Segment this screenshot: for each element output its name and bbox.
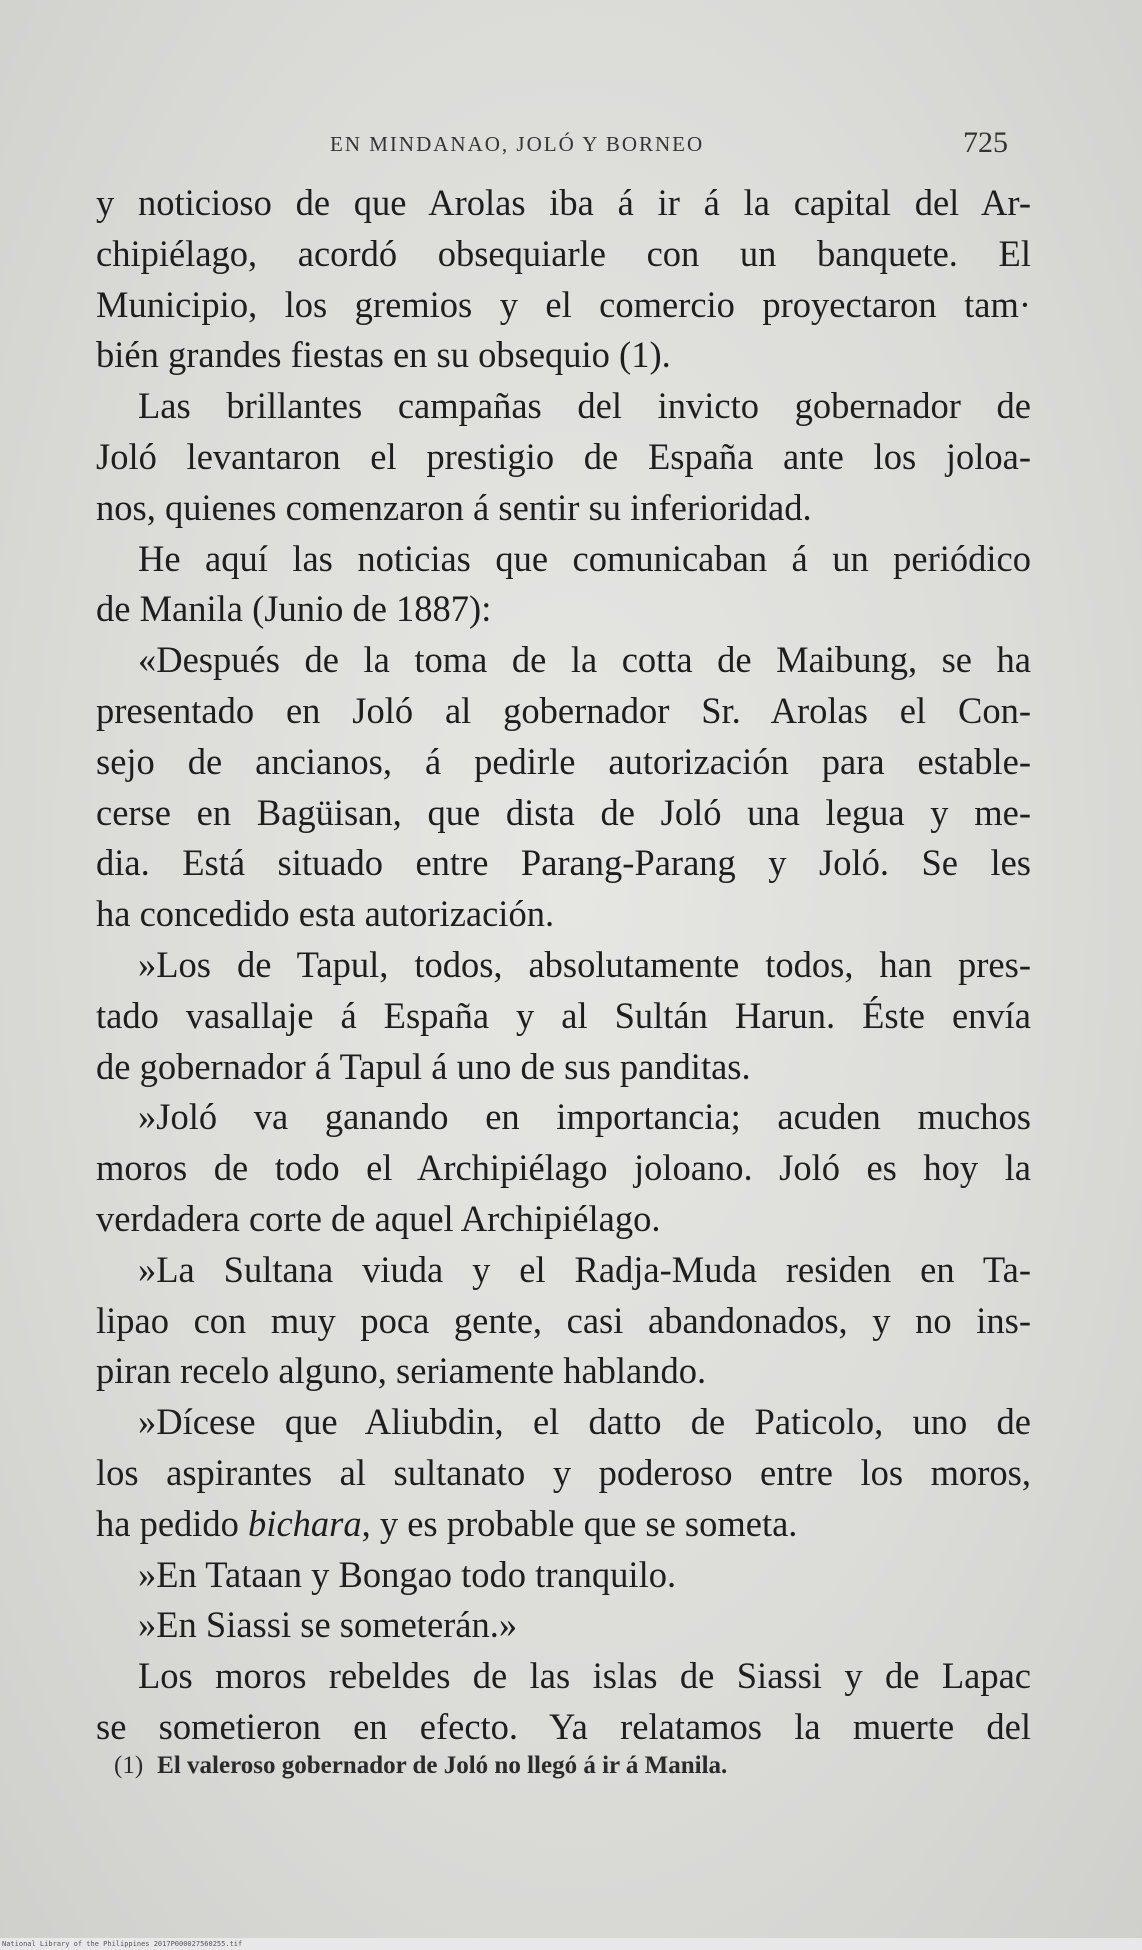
- text-line: bién grandes fiestas en su obsequio (1).: [96, 334, 671, 376]
- text-line: presentado en Joló al gobernador Sr. Arolas el Con-: [96, 689, 1031, 731]
- text-line: »En Siassi se someterán.»: [138, 1604, 518, 1646]
- text-line: »La Sultana viuda y el Radja-Muda residen en Ta-: [138, 1248, 1031, 1290]
- text-line: sejo de ancianos, á pedirle autorización para estable-: [96, 740, 1031, 782]
- text-line: piran recelo alguno, seriamente hablando.: [96, 1350, 707, 1392]
- text-line: tado vasallaje á España y al Sultán Harun. Éste envía: [96, 994, 1031, 1036]
- text-line: »En Tataan y Bongao todo tranquilo.: [138, 1553, 677, 1595]
- page-number: 725: [963, 126, 1008, 159]
- text-line: Las brillantes campañas del invicto gobernador de: [138, 385, 1031, 427]
- text-line: He aquí las noticias que comunicaban á un periódico: [138, 537, 1031, 579]
- footnote-text: El valeroso gobernador de Joló no llegó á ir á Manila.: [157, 1752, 728, 1779]
- text-line: chipiélago, acordó obsequiarle con un banquete. El: [96, 232, 1031, 274]
- scan-label: National Library of the Philippines 2017P000027560255.tif: [0, 1938, 1142, 1950]
- text-line: y noticioso de que Arolas iba á ir á la capital del Ar-: [96, 182, 1031, 223]
- italic-word: bichara: [248, 1502, 362, 1544]
- footnote: [114, 1752, 1014, 1780]
- footnote-marker: (1): [114, 1752, 144, 1779]
- text-line: dia. Está situado entre Parang-Parang y Joló. Se les: [96, 842, 1031, 884]
- body-text: [96, 178, 1031, 1753]
- text-line: «Después de la toma de la cotta de Maibung, se ha: [138, 639, 1031, 681]
- text-line: Los moros rebeldes de las islas de Siassi y de Lapac: [138, 1655, 1031, 1697]
- text-line: »Dícese que Aliubdin, el datto de Paticolo, uno de: [138, 1401, 1031, 1443]
- text-line: »Los de Tapul, todos, absolutamente todos, han pres-: [138, 943, 1031, 985]
- text-line: de Manila (Junio de 1887):: [96, 588, 492, 630]
- text-line: Joló levantaron el prestigio de España ante los joloa-: [96, 435, 1031, 477]
- text-line: Municipio, los gremios y el comercio proyectaron tam·: [96, 283, 1031, 325]
- text-line: se sometieron en efecto. Ya relatamos la muerte del: [96, 1705, 1031, 1747]
- text-line: nos, quienes comenzaron á sentir su inferioridad.: [96, 486, 812, 528]
- text-line: verdadera corte de aquel Archipiélago.: [96, 1197, 661, 1239]
- text-line: ha pedido bichara, y es probable que se someta.: [96, 1502, 798, 1544]
- text-line: cerse en Bagüisan, que dista de Joló una legua y me-: [96, 791, 1031, 833]
- text-line: »Joló va ganando en importancia; acuden muchos: [138, 1096, 1031, 1138]
- page-header: [90, 126, 1050, 166]
- running-title: EN MINDANAO, JOLÓ Y BORNEO: [330, 132, 705, 156]
- text-line: los aspirantes al sultanato y poderoso entre los moros,: [96, 1451, 1031, 1493]
- text-line: moros de todo el Archipiélago joloano. Joló es hoy la: [96, 1147, 1031, 1189]
- text-line: lipao con muy poca gente, casi abandonados, y no ins-: [96, 1299, 1031, 1341]
- text-line: ha concedido esta autorización.: [96, 893, 555, 935]
- text-line: de gobernador á Tapul á uno de sus panditas.: [96, 1045, 751, 1087]
